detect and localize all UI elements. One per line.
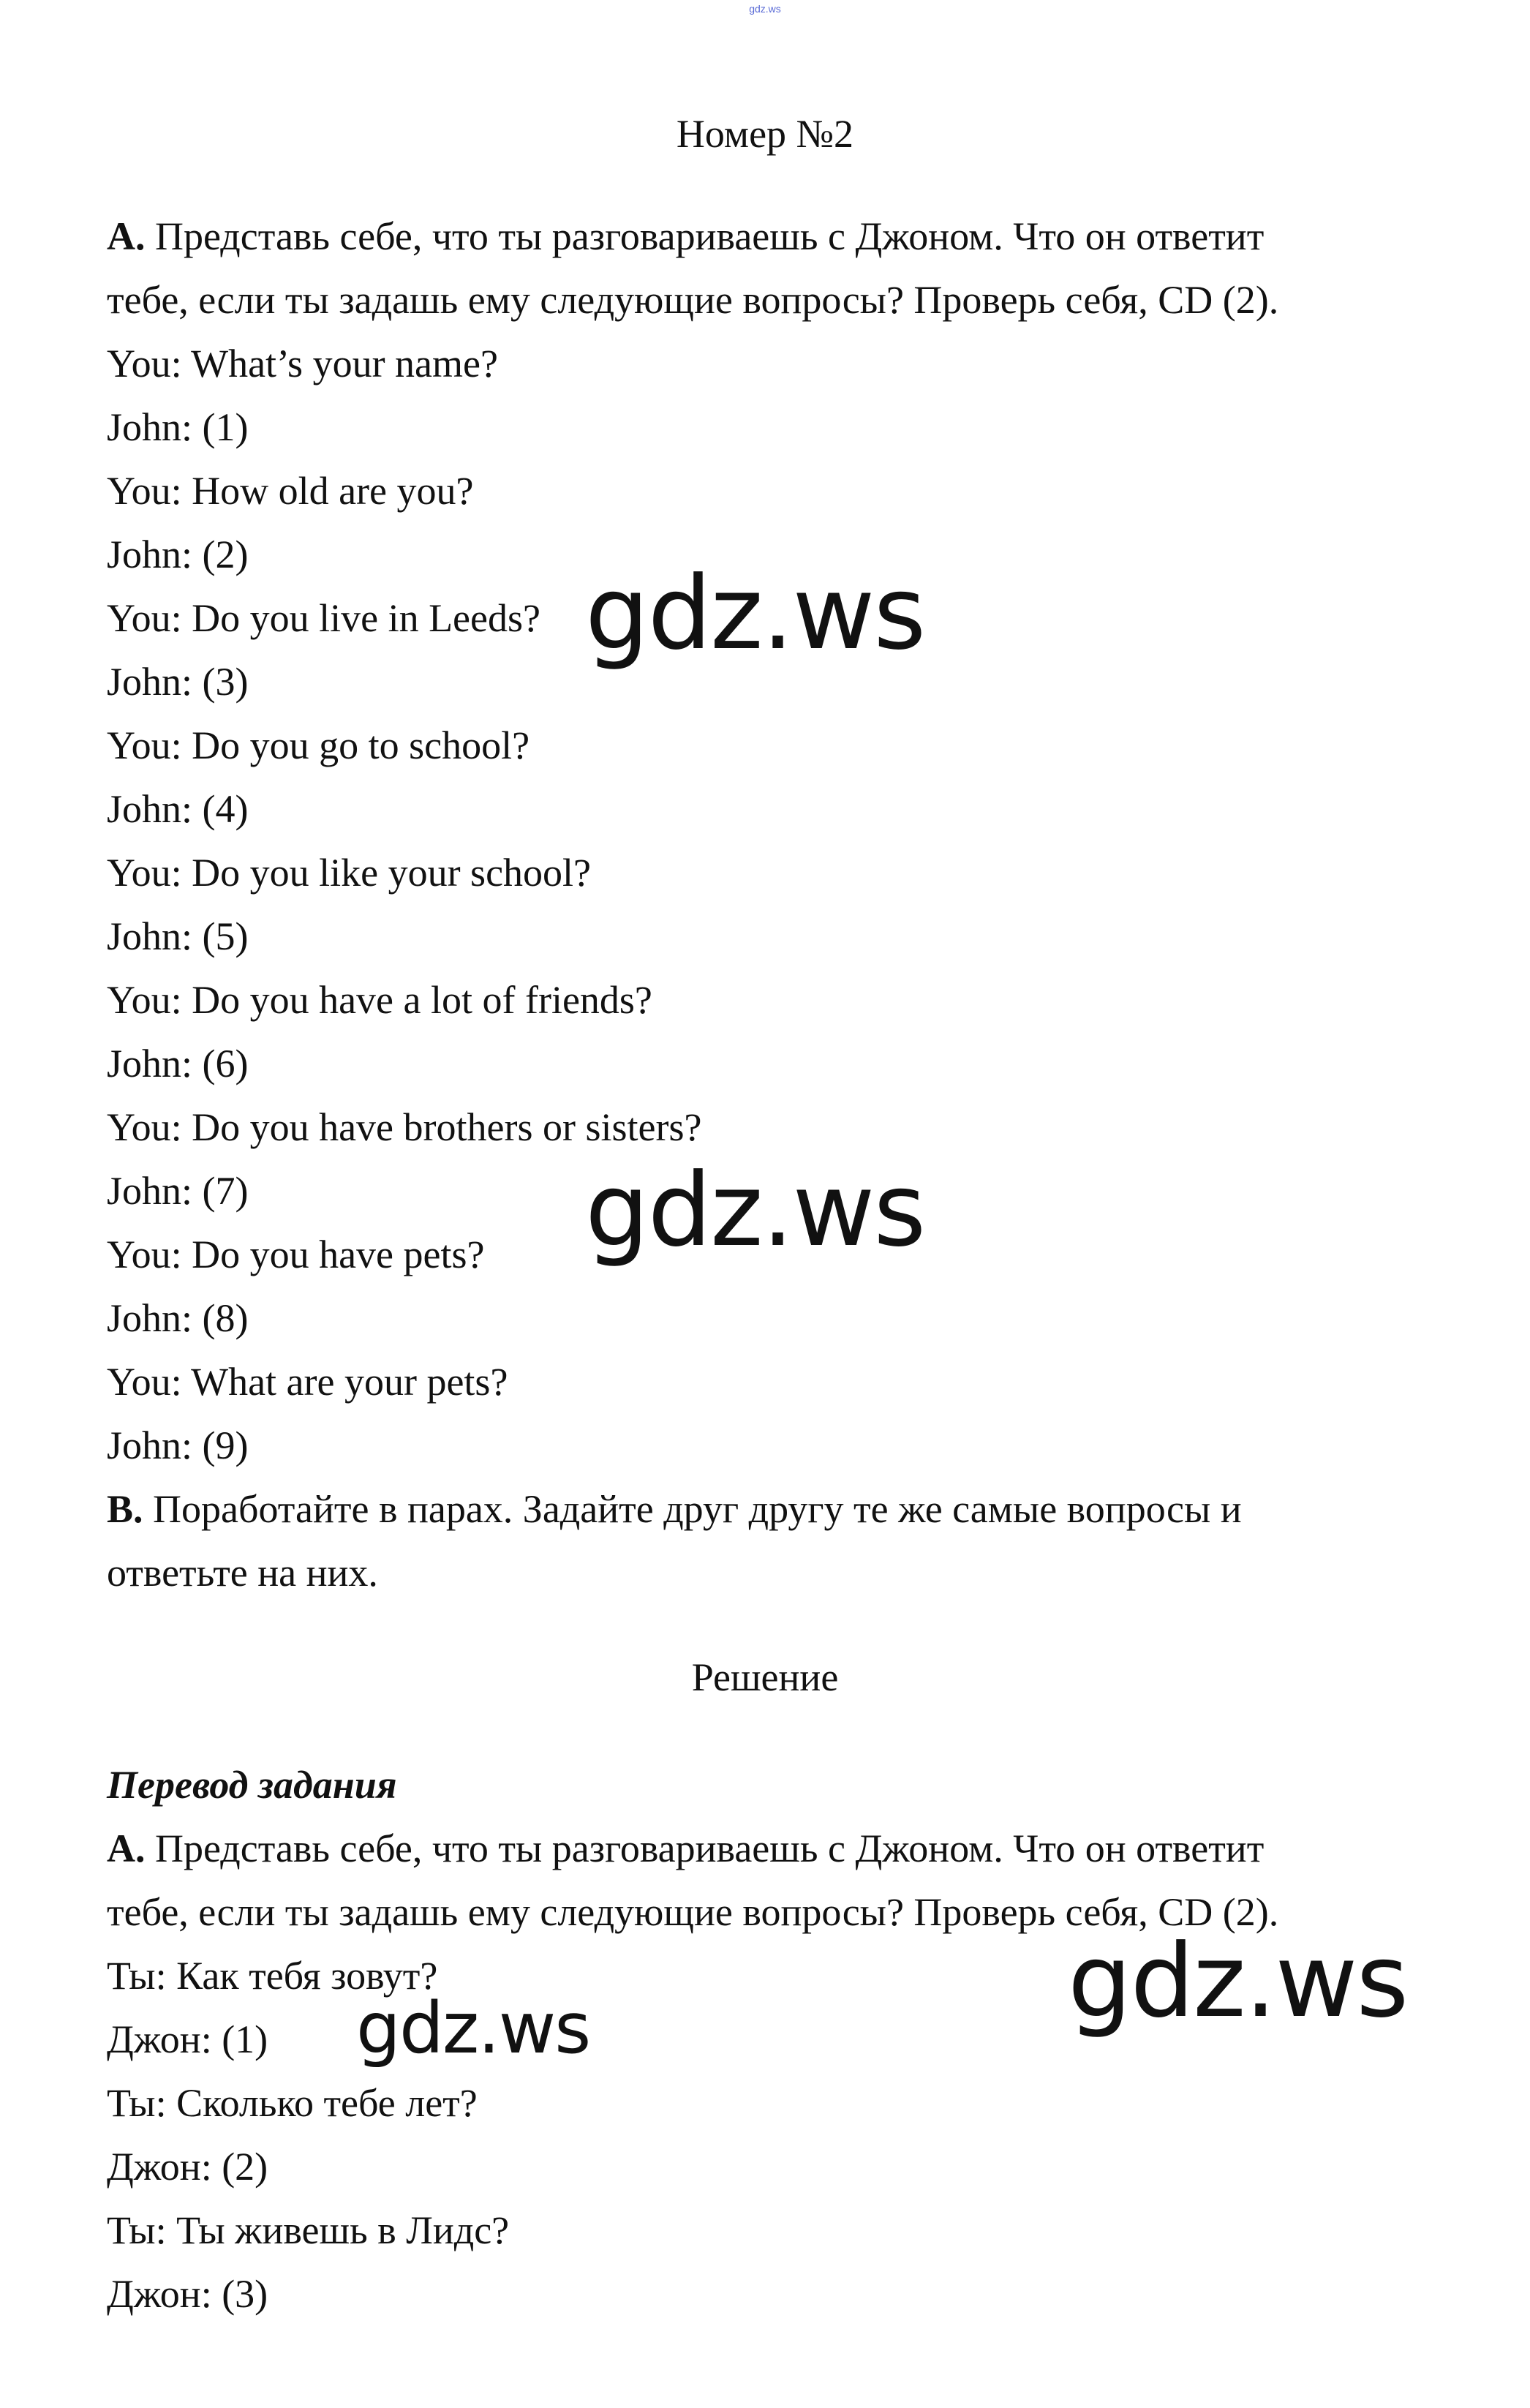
dialogue-line: You: Do you live in Leeds? xyxy=(107,596,540,640)
dialogue-line: John: (3) xyxy=(107,660,249,704)
dialogue-line: You: What are your pets? xyxy=(107,1360,508,1404)
translation-dialogue-line: Ты: Сколько тебе лет? xyxy=(107,2081,478,2125)
task-b-line-2: ответьте на них. xyxy=(107,1551,378,1595)
task-a-line-2: тебе, если ты задашь ему следующие вопросы? Проверь себя, CD (2). xyxy=(107,278,1279,322)
dialogue-line: You: Do you have pets? xyxy=(107,1233,485,1276)
translation-heading: Перевод задания xyxy=(107,1763,397,1807)
translation-a-line-2: тебе, если ты задашь ему следующие вопросы? Проверь себя, CD (2). xyxy=(107,1890,1279,1934)
top-watermark: gdz.ws xyxy=(749,3,781,15)
dialogue-line: You: Do you have a lot of friends? xyxy=(107,978,652,1022)
dialogue-line: You: What’s your name? xyxy=(107,342,498,385)
translation-dialogue-line: Джон: (1) xyxy=(107,2017,268,2061)
watermark-gdz: gdz.ws xyxy=(1068,1922,1408,2040)
dialogue-line: John: (5) xyxy=(107,914,249,958)
translation-dialogue-line: Ты: Как тебя зовут? xyxy=(107,1954,438,1998)
dialogue-line: You: Do you like your school? xyxy=(107,851,592,895)
dialogue-line: John: (8) xyxy=(107,1296,249,1340)
watermark-gdz: gdz.ws xyxy=(356,1987,590,2069)
dialogue-line: John: (4) xyxy=(107,787,249,831)
translation-dialogue-line: Джон: (2) xyxy=(107,2145,268,2189)
watermark-gdz: gdz.ws xyxy=(585,554,925,672)
dialogue-line: John: (2) xyxy=(107,533,249,576)
dialogue-line: You: Do you go to school? xyxy=(107,723,530,767)
task-b-line-1: B. Поработайте в парах. Задайте друг другу те же самые вопросы и xyxy=(107,1487,1242,1531)
dialogue-line: John: (1) xyxy=(107,405,249,449)
dialogue-line: You: Do you have brothers or sisters? xyxy=(107,1105,702,1149)
task-b-label: B. xyxy=(107,1487,143,1531)
translation-dialogue-line: Джон: (3) xyxy=(107,2272,268,2316)
task-a-line-1: A. Представь себе, что ты разговариваешь с Джоном. Что он ответит xyxy=(107,214,1265,258)
translation-a-line-1: A. Представь себе, что ты разговариваешь с Джоном. Что он ответит xyxy=(107,1826,1265,1870)
dialogue-line: John: (6) xyxy=(107,1042,249,1086)
dialogue-line: John: (9) xyxy=(107,1423,249,1467)
dialogue-line: John: (7) xyxy=(107,1169,249,1213)
translation-dialogue-line: Ты: Ты живешь в Лидс? xyxy=(107,2208,510,2252)
watermark-gdz: gdz.ws xyxy=(585,1151,925,1269)
translation-a-label: A. xyxy=(107,1826,146,1870)
page-title: Номер №2 xyxy=(676,112,854,156)
dialogue-line: You: How old are you? xyxy=(107,469,474,513)
task-a-label: A. xyxy=(107,214,146,258)
solution-heading: Решение xyxy=(691,1655,839,1699)
